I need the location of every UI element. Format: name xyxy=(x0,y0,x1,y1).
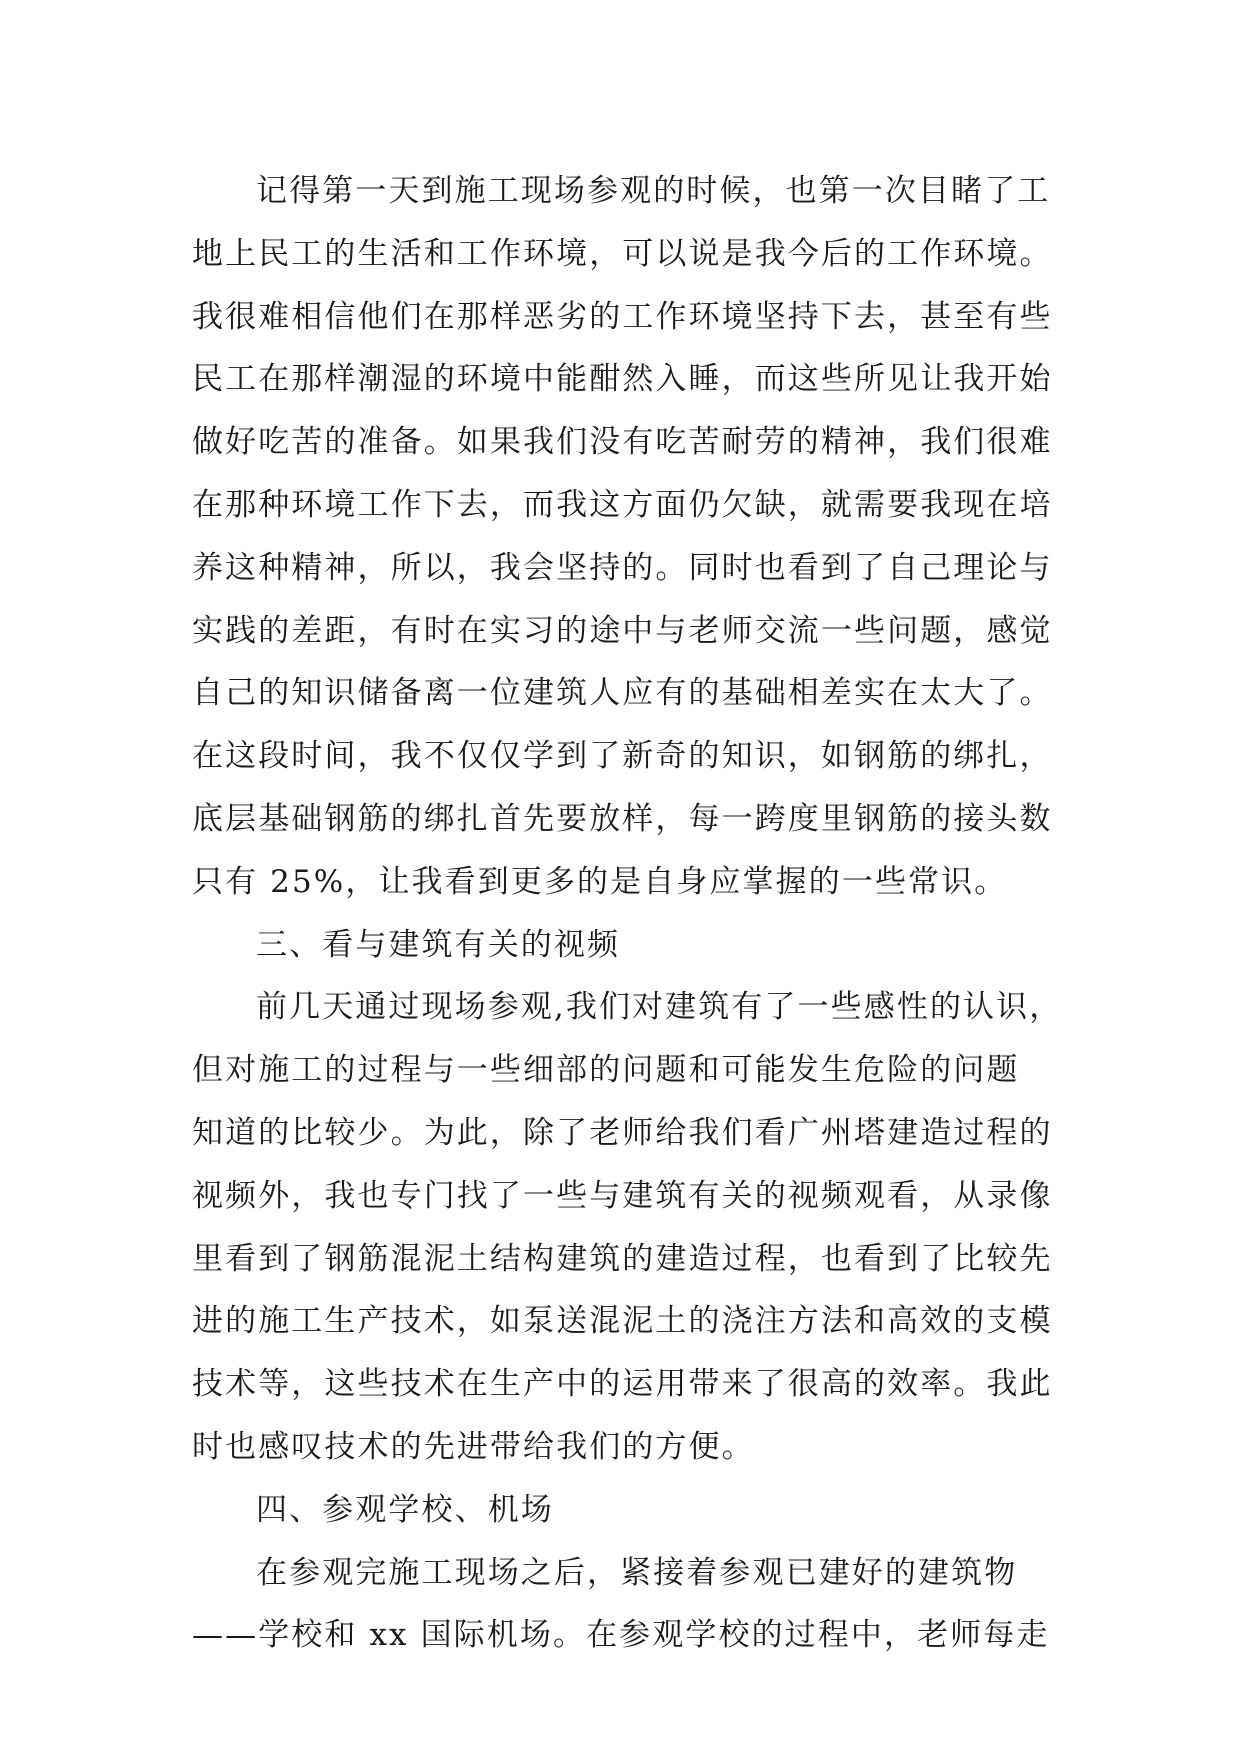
text-line: 技术等，这些技术在生产中的运用带来了很高的效率。我此 xyxy=(192,1366,1053,1403)
text-line: 时也感叹技术的先进带给我们的方便。 xyxy=(192,1428,755,1465)
text-line: 只有 25%，让我看到更多的是自身应掌握的一些常识。 xyxy=(192,863,1008,900)
text-line: 在参观完施工现场之后，紧接着参观已建好的建筑物 xyxy=(256,1554,1018,1591)
section-heading: 三、看与建筑有关的视频 xyxy=(256,926,621,963)
text-line: 在那种环境工作下去，而我这方面仍欠缺，就需要我现在培 xyxy=(192,486,1053,523)
text-line: 记得第一天到施工现场参观的时候，也第一次目睹了工 xyxy=(256,173,1051,209)
text-line: 养这种精神，所以，我会坚持的。同时也看到了自己理论与 xyxy=(192,549,1053,586)
text-line: 我很难相信他们在那样恶劣的工作环境坚持下去，甚至有些 xyxy=(192,298,1053,335)
text-line: 实践的差距，有时在实习的途中与老师交流一些问题，感觉 xyxy=(192,612,1053,649)
text-line: 但对施工的过程与一些细部的问题和可能发生危险的问题 xyxy=(192,1052,1020,1089)
text-line: 自己的知识储备离一位建筑人应有的基础相差实在太大了。 xyxy=(192,675,1053,712)
text-line: 视频外，我也专门找了一些与建筑有关的视频观看，从录像 xyxy=(192,1177,1053,1214)
text-line: 底层基础钢筋的绑扎首先要放样，每一跨度里钢筋的接头数 xyxy=(192,800,1053,837)
text-line: 前几天通过现场参观,我们对建筑有了一些感性的认识， xyxy=(256,989,1063,1026)
body-text xyxy=(192,160,1072,1667)
section-heading: 四、参观学校、机场 xyxy=(256,1491,554,1528)
text-line: 民工在那样潮湿的环境中能酣然入睡，而这些所见让我开始 xyxy=(192,361,1053,398)
text-line: 知道的比较少。为此，除了老师给我们看广州塔建造过程的 xyxy=(192,1114,1053,1151)
text-line: 做好吃苦的准备。如果我们没有吃苦耐劳的精神，我们很难 xyxy=(192,424,1053,461)
text-line: 进的施工生产技术，如泵送混泥土的浇注方法和高效的支模 xyxy=(192,1303,1053,1340)
text-line: 地上民工的生活和工作环境，可以说是我今后的工作环境。 xyxy=(192,235,1053,272)
text-line: 在这段时间，我不仅仅学到了新奇的知识，如钢筋的绑扎， xyxy=(192,738,1053,775)
text-line: 里看到了钢筋混泥土结构建筑的建造过程，也看到了比较先 xyxy=(192,1240,1053,1277)
text-line: ——学校和 xx 国际机场。在参观学校的过程中，老师每走 xyxy=(192,1617,1050,1654)
